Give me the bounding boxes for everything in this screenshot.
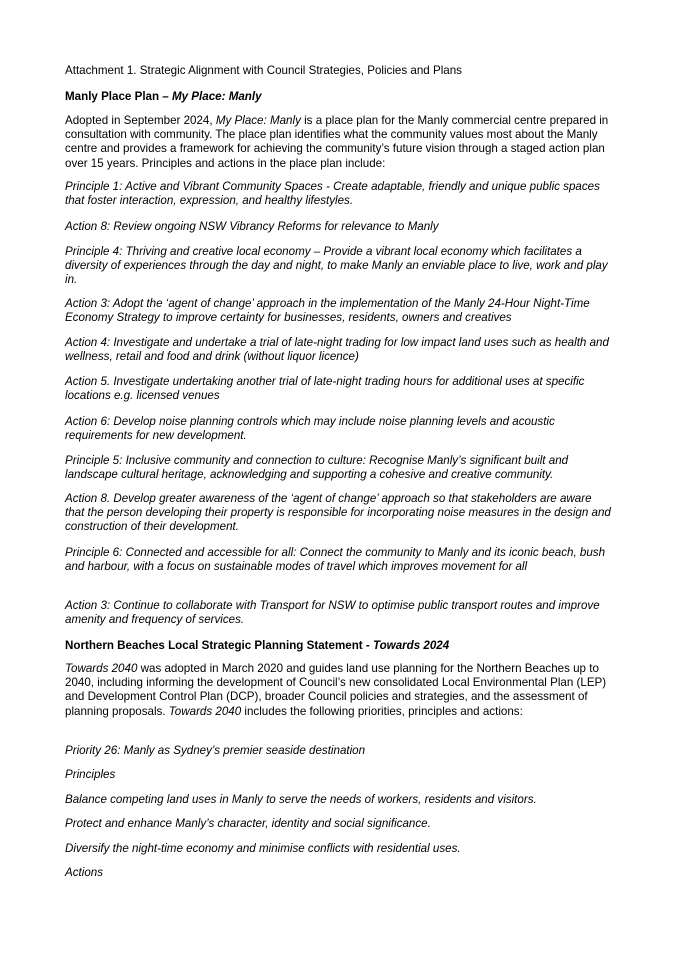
- action-8-awareness: Action 8. Develop greater awareness of the ‘agent of change’ approach so that stakeholders are aware that the person developing their property is responsible for incorporating noise measures in the design and construction of their development.: [65, 492, 611, 534]
- heading-text: Northern Beaches Local Strategic Planning Statement -: [65, 639, 373, 652]
- priority-26: Priority 26: Manly as Sydney’s premier seaside destination: [65, 744, 366, 757]
- intro-text: Adopted in September 2024,: [65, 114, 216, 127]
- principle-4: Principle 4: Thriving and creative local economy – Provide a vibrant local economy which facilitates a diversity of experiences through the day and night, to make Manly an enviable place to live, work and play in.: [65, 245, 608, 287]
- intro-title-italic-2: Towards 2040: [168, 704, 242, 718]
- principles-label: Principles: [65, 768, 116, 781]
- heading-italic-title: Towards 2024: [372, 639, 450, 652]
- action-4-late-night-trial: Action 4: Investigate and undertake a trial of late-night trading for low impact land uses such as health and wellness, retail and food and drink (without liquor licence): [65, 336, 609, 364]
- intro-text-rest: includes the following priorities, principles and actions:: [241, 704, 523, 718]
- action-5-late-night-trading: Action 5. Investigate undertaking another trial of late-night trading hours for additional uses at specific locations e.g. licensed venues: [65, 375, 585, 403]
- action-3-agent-of-change: Action 3: Adopt the ‘agent of change’ approach in the implementation of the Manly 24-Hour Night-Time Economy Strategy to improve certainty for businesses, residents, owners and creatives: [65, 297, 590, 325]
- intro-text: was adopted in March 2020 and guides land use planning for the Northern Beaches up to 2040, including informing the development of Council’s new consolidated Local Environmental Plan (LEP) and Development Control Plan (DCP), broader Council policies and strategies, and the assessment of planning proposals.: [65, 662, 607, 718]
- principle-night-time-economy: Diversify the night-time economy and minimise conflicts with residential uses.: [65, 842, 461, 855]
- attachment-title: Attachment 1. Strategic Alignment with Council Strategies, Policies and Plans: [65, 64, 462, 77]
- action-6-noise-controls: Action 6: Develop noise planning controls which may include noise planning levels and acoustic requirements for new development.: [65, 415, 555, 443]
- principle-balance-land-uses: Balance competing land uses in Manly to serve the needs of workers, residents and visitors.: [65, 793, 537, 806]
- intro-title-italic: Towards 2040: [65, 662, 138, 675]
- actions-label: Actions: [65, 866, 104, 879]
- section-heading-lsps: [65, 639, 613, 653]
- intro-title-italic: My Place: Manly: [215, 114, 301, 127]
- intro-paragraph-towards-2040: [65, 662, 613, 719]
- principle-protect-character: Protect and enhance Manly’s character, identity and social significance.: [65, 817, 431, 830]
- heading-text: Manly Place Plan –: [65, 90, 172, 103]
- principle-6: Principle 6: Connected and accessible for all: Connect the community to Manly and its iconic beach, bush and harbour, with a focus on sustainable modes of travel which improves movement for all: [65, 546, 606, 574]
- section-heading-manly-place-plan: [65, 90, 613, 104]
- principle-1: Principle 1: Active and Vibrant Community Spaces - Create adaptable, friendly and unique public spaces that foster interaction, expression, and healthy lifestyles.: [65, 180, 600, 208]
- action-8-vibrancy: Action 8: Review ongoing NSW Vibrancy Reforms for relevance to Manly: [65, 220, 439, 233]
- principle-5: Principle 5: Inclusive community and connection to culture: Recognise Manly’s significant built and landscape cultural heritage, acknowledging and supporting a cohesive and creative community.: [65, 454, 569, 482]
- heading-italic-title: My Place: Manly: [171, 90, 262, 103]
- intro-paragraph-manly: [65, 114, 613, 171]
- action-3-transport: Action 3: Continue to collaborate with Transport for NSW to optimise public transport routes and improve amenity and frequency of services.: [65, 599, 600, 627]
- intro-text-rest: is a place plan for the Manly commercial centre prepared in consultation with community. The place plan identifies what the community values most about the Manly centre and provides a framework for achieving the community’s future vision through a staged action plan over 15 years. Principles and actions in the place plan include:: [65, 114, 609, 170]
